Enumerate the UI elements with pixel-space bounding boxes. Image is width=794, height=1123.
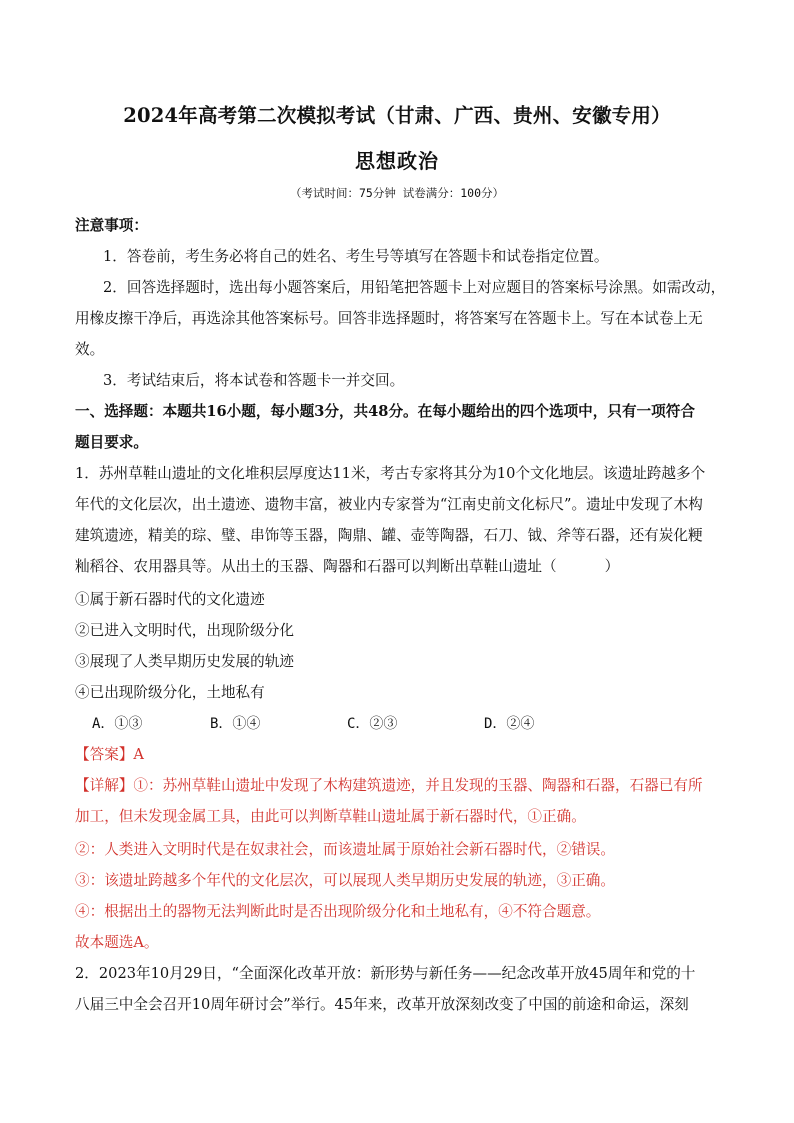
q1-detail-line-1: 【详解】①：苏州草鞋山遗址中发现了木构建筑遗迹，并且发现的玉器、陶器和石器，石器已有所 (75, 777, 703, 794)
q1-statement-4: ④已出现阶级分化，土地私有 (75, 684, 265, 701)
q1-line-4-end: ） (604, 558, 620, 575)
notice-heading: 注意事项： (75, 217, 148, 234)
q1-detail-line-4: ③：该遗址跨越多个年代的文化层次，可以展现人类早期历史发展的轨迹，③正确。 (75, 872, 615, 889)
q2-line-1: 2．2023年10月29日，“全面深化改革开放：新形势与新任务——纪念改革开放45周年和党的十 (75, 965, 696, 982)
option-a: A．①③ (92, 716, 143, 732)
notice-item-1: 1．答卷前，考生务必将自己的姓名、考生号等填写在答题卡和试卷指定位置。 (103, 248, 609, 265)
option-c: C．②③ (347, 716, 398, 732)
q1-statement-3: ③展现了人类早期历史发展的轨迹 (75, 653, 294, 670)
q1-answer: 【答案】A (75, 746, 144, 763)
notice-item-2-line-1: 2．回答选择题时，选出每小题答案后，用铅笔把答题卡上对应题目的答案标号涂黑。如需改动， (103, 279, 726, 296)
section-1-line-2: 题目要求。 (75, 434, 148, 451)
q1-detail-line-3: ②：人类进入文明时代是在奴隶社会，而该遗址属于原始社会新石器时代，②错误。 (75, 841, 615, 858)
notice-item-3: 3．考试结束后，将本试卷和答题卡一并交回。 (103, 372, 405, 389)
q1-line-4-text: 籼稻谷、农用器具等。从出土的玉器、陶器和石器可以判断出草鞋山遗址（ (75, 558, 557, 575)
section-1-line-1: 一、选择题：本题共16小题，每小题3分，共48分。在每小题给出的四个选项中，只有一项符合 (75, 403, 695, 420)
q1-conclusion: 故本题选A。 (75, 934, 159, 951)
notice-item-2-line-2: 用橡皮擦干净后，再选涂其他答案标号。回答非选择题时，将答案写在答题卡上。写在本试卷上无 (75, 310, 703, 327)
q1-line-4 (75, 557, 619, 577)
notice-item-2-line-3: 效。 (75, 341, 105, 358)
subject-title: 思想政治 (355, 149, 439, 173)
q2-line-2: 八届三中全会召开10周年研讨会”举行。45年来，改革开放深刻改变了中国的前途和命运，深刻 (75, 996, 689, 1013)
q1-line-3: 建筑遗迹，精美的琮、璧、串饰等玉器，陶鼎、罐、壶等陶器，石刀、钺、斧等石器，还有炭化粳 (75, 527, 703, 544)
q1-statement-2: ②已进入文明时代，出现阶级分化 (75, 622, 294, 639)
q1-line-2: 年代的文化层次，出土遗迹、遗物丰富，被业内专家誉为“江南史前文化标尺”。遗址中发现了木构 (75, 496, 703, 513)
q1-detail-line-5: ④：根据出土的器物无法判断此时是否出现阶级分化和土地私有，④不符合题意。 (75, 903, 601, 920)
q1-detail-line-2: 加工，但未发现金属工具，由此可以判断草鞋山遗址属于新石器时代，①正确。 (75, 808, 586, 825)
option-d: D．②④ (484, 716, 535, 732)
exam-title: 2024年高考第二次模拟考试（甘肃、广西、贵州、安徽专用） (123, 104, 671, 127)
q1-line-1: 1．苏州草鞋山遗址的文化堆积层厚度达11米，考古专家将其分为10个文化地层。该遗址跨越多个 (75, 465, 706, 482)
option-b: B．①④ (210, 716, 261, 732)
exam-meta: （考试时间：75分钟 试卷满分：100分） (289, 186, 505, 200)
q1-statement-1: ①属于新石器时代的文化遗迹 (75, 591, 265, 608)
